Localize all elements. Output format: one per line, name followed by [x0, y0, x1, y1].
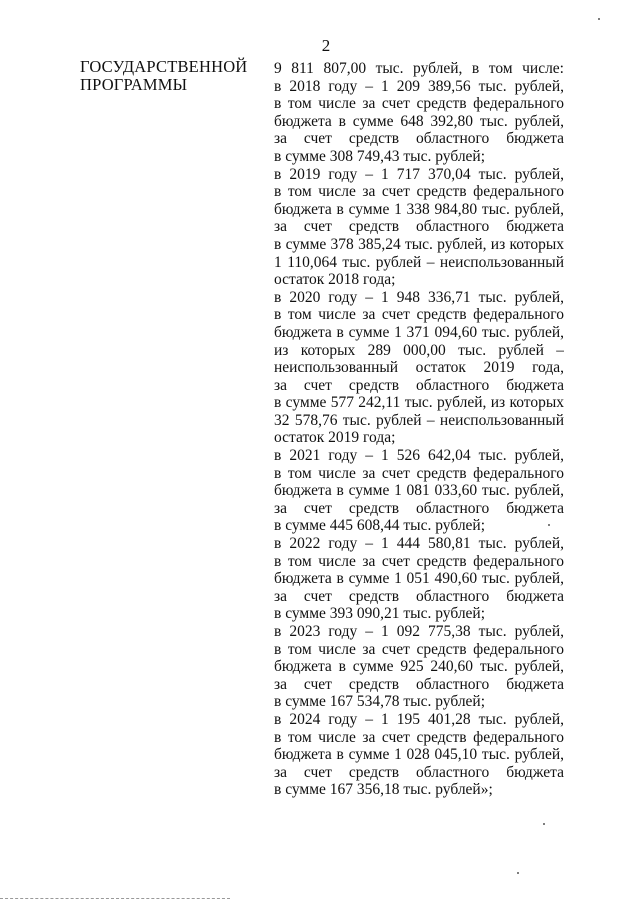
body-text-line: остаток 2019 года;	[274, 429, 396, 447]
body-text-line: за счет средств областного бюджета	[274, 499, 564, 517]
section-heading	[80, 58, 265, 93]
body-text-line: неиспользованный остаток 2019 года,	[274, 359, 564, 377]
body-text-line: 1 110,064 тыс. рублей – неиспользованный	[274, 253, 564, 271]
heading-line: ПРОГРАММЫ	[80, 74, 188, 94]
body-text-line: бюджета в сумме 1 051 490,60 тыс. рублей,	[274, 570, 564, 588]
body-text-line: в 2024 году – 1 195 401,28 тыс. рублей,	[274, 710, 564, 728]
body-text-line: в том числе за счет средств федерального	[274, 640, 564, 658]
scan-speck	[543, 823, 545, 825]
body-text-line: за счет средств областного бюджета	[274, 587, 564, 605]
body-text-line: 32 578,76 тыс. рублей – неиспользованный	[274, 411, 564, 429]
body-text-line: в 2021 году – 1 526 642,04 тыс. рублей,	[274, 447, 564, 465]
body-text-line: из которых 289 000,00 тыс. рублей –	[274, 341, 564, 359]
body-text-line: в сумме 378 385,24 тыс. рублей, из которых	[274, 235, 564, 253]
body-text-line: бюджета в сумме 925 240,60 тыс. рублей,	[274, 658, 564, 676]
heading-line: ГОСУДАРСТВЕННОЙ	[80, 57, 248, 76]
body-text-line: за счет средств областного бюджета	[274, 376, 564, 394]
body-text-line: бюджета в сумме 648 392,80 тыс. рублей,	[274, 112, 564, 130]
body-text-line: в том числе за счет средств федерального	[274, 464, 564, 482]
body-text-line: в 2018 году – 1 209 389,56 тыс. рублей,	[274, 77, 564, 95]
body-text-line: бюджета в сумме 1 338 984,80 тыс. рублей,	[274, 200, 564, 218]
body-text-line: в том числе за счет средств федерального	[274, 728, 564, 746]
body-text-line: за счет средств областного бюджета	[274, 218, 564, 236]
body-text-line: в сумме 167 356,18 тыс. рублей»;	[274, 781, 493, 799]
body-text-line: бюджета в сумме 1 081 033,60 тыс. рублей,	[274, 482, 564, 500]
body-text-line: в сумме 167 534,78 тыс. рублей;	[274, 693, 486, 711]
scan-edge-line	[0, 898, 230, 899]
scan-speck	[517, 872, 519, 874]
page-number: 2	[321, 36, 331, 55]
body-text-line: в сумме 445 608,44 тыс. рублей;	[274, 517, 486, 535]
body-text-line: за счет средств областного бюджета	[274, 675, 564, 693]
body-text-line: в том числе за счет средств федерального	[274, 95, 564, 113]
body-text-line: в том числе за счет средств федерального	[274, 183, 564, 201]
scan-speck	[598, 18, 600, 20]
body-text-line: 9 811 807,00 тыс. рублей, в том числе:	[274, 60, 564, 77]
body-text-line: в том числе за счет средств федерального	[274, 552, 564, 570]
body-text-line: в сумме 393 090,21 тыс. рублей;	[274, 605, 486, 623]
body-text-line: за счет средств областного бюджета	[274, 130, 564, 148]
funding-text-column	[274, 60, 564, 799]
body-text-line: бюджета в сумме 1 028 045,10 тыс. рублей,	[274, 746, 564, 764]
body-text-line: в том числе за счет средств федерального	[274, 306, 564, 324]
body-text-line: в 2019 году – 1 717 370,04 тыс. рублей,	[274, 165, 564, 183]
body-text-line: в 2020 году – 1 948 336,71 тыс. рублей,	[274, 288, 564, 306]
body-text-line: за счет средств областного бюджета	[274, 763, 564, 781]
body-text-line: в сумме 577 242,11 тыс. рублей, из которых	[274, 394, 564, 412]
body-text-line: бюджета в сумме 1 371 094,60 тыс. рублей,	[274, 323, 564, 341]
scan-speck	[548, 524, 550, 526]
body-text-line: остаток 2018 года;	[274, 271, 396, 289]
body-text-line: в сумме 308 749,43 тыс. рублей;	[274, 147, 486, 165]
body-text-line: в 2022 году – 1 444 580,81 тыс. рублей,	[274, 535, 564, 553]
body-text-line: в 2023 году – 1 092 775,38 тыс. рублей,	[274, 623, 564, 640]
